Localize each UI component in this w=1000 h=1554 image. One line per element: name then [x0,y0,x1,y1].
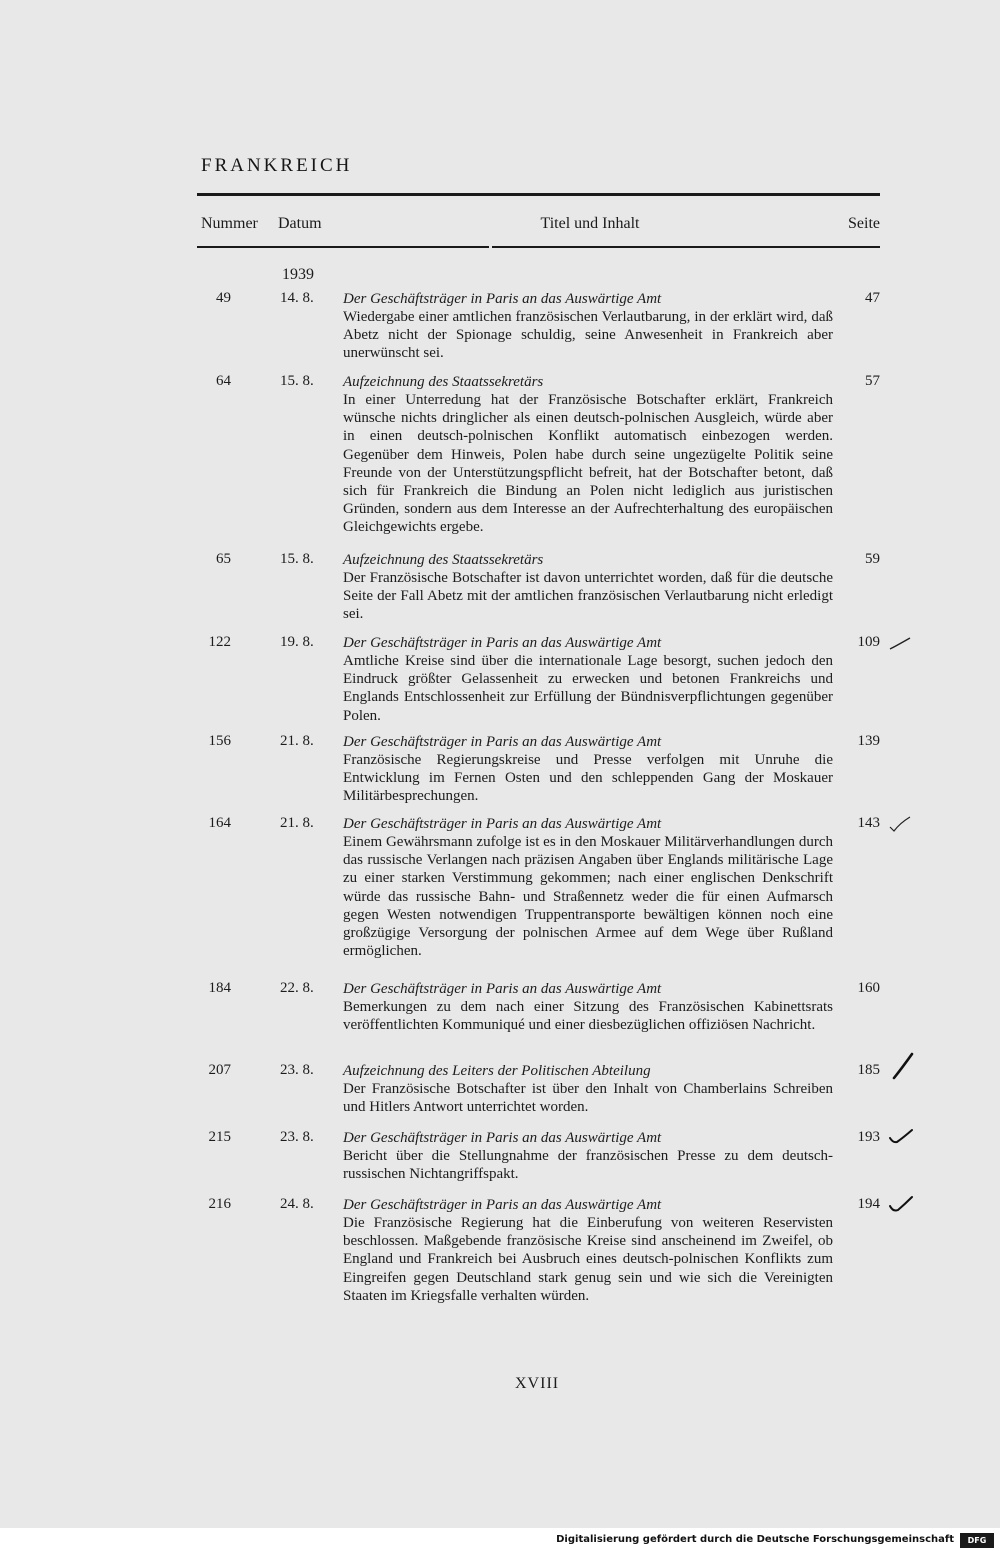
entry-title: Der Geschäftsträger in Paris an das Auswärtige Amt [343,1130,662,1146]
entry-page: 47 [865,290,880,306]
column-header-titel: Titel und Inhalt [540,215,640,232]
entry-date: 15. 8. [280,551,314,567]
check-mark-icon [888,1127,914,1147]
entry-title: Aufzeichnung des Staatssekretärs [343,374,544,390]
entry-text: Amtliche Kreise sind über die internationale Lage besorgt, suchen jedoch den Eindruck größter Gelassenheit zu erwecken und betonen Frankreichs und Englands Entschlossenheit zur Erfüllung der Bündnisverpflichtungen gegenüber Polen. [343,653,833,724]
entry-number: 216 [208,1196,231,1212]
check-mark-icon [888,636,912,652]
entry-date: 19. 8. [280,634,314,650]
top-rule [197,193,880,196]
entry-page: 193 [857,1129,880,1145]
header-rule-left [197,246,489,248]
section-title: FRANKREICH [201,155,353,176]
entry-text: Französische Regierungskreise und Presse verfolgen mit Unruhe die Entwicklung im Fernen Osten und den schleppenden Gang der Moskauer Militärbesprechungen. [343,752,833,805]
entry-body [343,373,833,537]
entry-body [343,815,833,960]
dfg-logo: DFG [960,1533,994,1548]
entry-date: 15. 8. [280,373,314,389]
entry-body [343,1062,833,1116]
entry-number: 164 [208,815,231,831]
entry-title: Der Geschäftsträger in Paris an das Auswärtige Amt [343,816,662,832]
entry-date: 24. 8. [280,1196,314,1212]
entry-text: Bemerkungen zu dem nach einer Sitzung des Französischen Kabinettsrats veröffentlichten Kommuniqué und einer diesbezüglichen offiziösen Nachricht. [343,999,833,1034]
entry-body [343,733,833,806]
page-number: XVIII [515,1375,560,1392]
entry-page: 160 [857,980,880,996]
entry-page: 109 [857,634,880,650]
entry-title: Der Geschäftsträger in Paris an das Auswärtige Amt [343,734,662,750]
entry-body [343,1196,833,1305]
entry-date: 23. 8. [280,1129,314,1145]
entry-text: Wiedergabe einer amtlichen französischen Verlautbarung, in der erklärt wird, daß Abetz nicht der Spionage schuldig, seine Anwesenheit in Frankreich aber unerwünscht sei. [343,309,833,362]
digitization-credit-bar [0,1528,1000,1554]
entry-body [343,290,833,363]
column-header-nummer: Nummer [201,215,258,232]
check-mark-icon [888,1194,914,1216]
entry-page: 139 [857,733,880,749]
entry-text: Der Französische Botschafter ist über den Inhalt von Chamberlains Schreiben und Hitlers Antwort unterrichtet worden. [343,1081,833,1116]
digitization-credit: Digitalisierung gefördert durch die Deutsche Forschungsgemeinschaft [556,1534,954,1545]
entry-text: Bericht über die Stellungnahme der französischen Presse zu dem deutsch-russischen Nichtangriffspakt. [343,1148,833,1183]
entry-page: 57 [865,373,880,389]
entry-number: 65 [216,551,231,567]
entry-number: 122 [208,634,231,650]
entry-number: 156 [208,733,231,749]
entry-date: 14. 8. [280,290,314,306]
column-header-datum: Datum [278,215,322,232]
entry-number: 184 [208,980,231,996]
entry-date: 21. 8. [280,815,314,831]
year-label: 1939 [282,266,314,283]
entry-text: Der Französische Botschafter ist davon unterrichtet worden, daß für die deutsche Seite der Fall Abetz mit der amtlichen französischen Verlautbarung nicht erledigt sei. [343,570,833,623]
entry-date: 23. 8. [280,1062,314,1078]
check-mark-icon [888,1052,914,1086]
entry-number: 49 [216,290,231,306]
column-header-seite: Seite [848,215,880,232]
entry-title: Aufzeichnung des Staatssekretärs [343,552,544,568]
entry-text: Die Französische Regierung hat die Einberufung von weiteren Reservisten beschlossen. Maßgebende französische Kreise sind anscheinend im Zweifel, ob England und Frankreich bei Ausbruch eines deutsch-polnischen Konflikts zum Eingreifen gegen Deutschland stark genug sein und wie sich die Vereinigten Staaten im Kriegsfalle verhalten würden. [343,1215,833,1304]
entry-number: 215 [208,1129,231,1145]
entry-body [343,551,833,624]
entry-title: Der Geschäftsträger in Paris an das Auswärtige Amt [343,981,662,997]
entry-page: 59 [865,551,880,567]
entry-body [343,980,833,1034]
entry-date: 21. 8. [280,733,314,749]
entry-body [343,1129,833,1183]
entry-number: 207 [208,1062,231,1078]
entry-text: In einer Unterredung hat der Französische Botschafter erklärt, Frankreich wünsche nichts dringlicher als einen deutsch-polnischen Ausgleich, würde aber in einen deutsch-polnischen Konflikt automatisch einbezogen werden. Gegenüber dem Hinweis, Polen habe durch seine ungezügelte Politik seine Freunde von der Unterstützungspflicht befreit, hat der Botschafter betont, daß sich für Frankreich die Bindung an Polen nicht lediglich aus juristischen Gründen, sondern aus dem Interesse an der Aufrechterhaltung des europäischen Gleichgewichts ergebe. [343,392,833,536]
entry-page: 143 [857,815,880,831]
header-rule-right [492,246,880,248]
entry-page: 194 [857,1196,880,1212]
check-mark-icon [888,815,912,833]
entry-body [343,634,833,725]
entry-title: Der Geschäftsträger in Paris an das Auswärtige Amt [343,1197,662,1213]
entry-title: Der Geschäftsträger in Paris an das Auswärtige Amt [343,291,662,307]
entry-page: 185 [857,1062,880,1078]
entry-title: Der Geschäftsträger in Paris an das Auswärtige Amt [343,635,662,651]
entry-date: 22. 8. [280,980,314,996]
entry-title: Aufzeichnung des Leiters der Politischen Abteilung [343,1063,651,1079]
entry-text: Einem Gewährsmann zufolge ist es in den Moskauer Militärverhandlungen durch das russische Verlangen nach präzisen Angaben über Englands militärische Lage zu einer starken Verstimmung gekommen; nach einer englischen Denkschrift würde das russische Bahn- und Straßennetz weder die für einen Aufmarsch gegen Westen notwendigen Truppentransporte bewältigen können noch eine großzügige Versorgung der polnischen Armee auf dem Wege über Rußland ermöglichen. [343,834,833,960]
entry-number: 64 [216,373,231,389]
